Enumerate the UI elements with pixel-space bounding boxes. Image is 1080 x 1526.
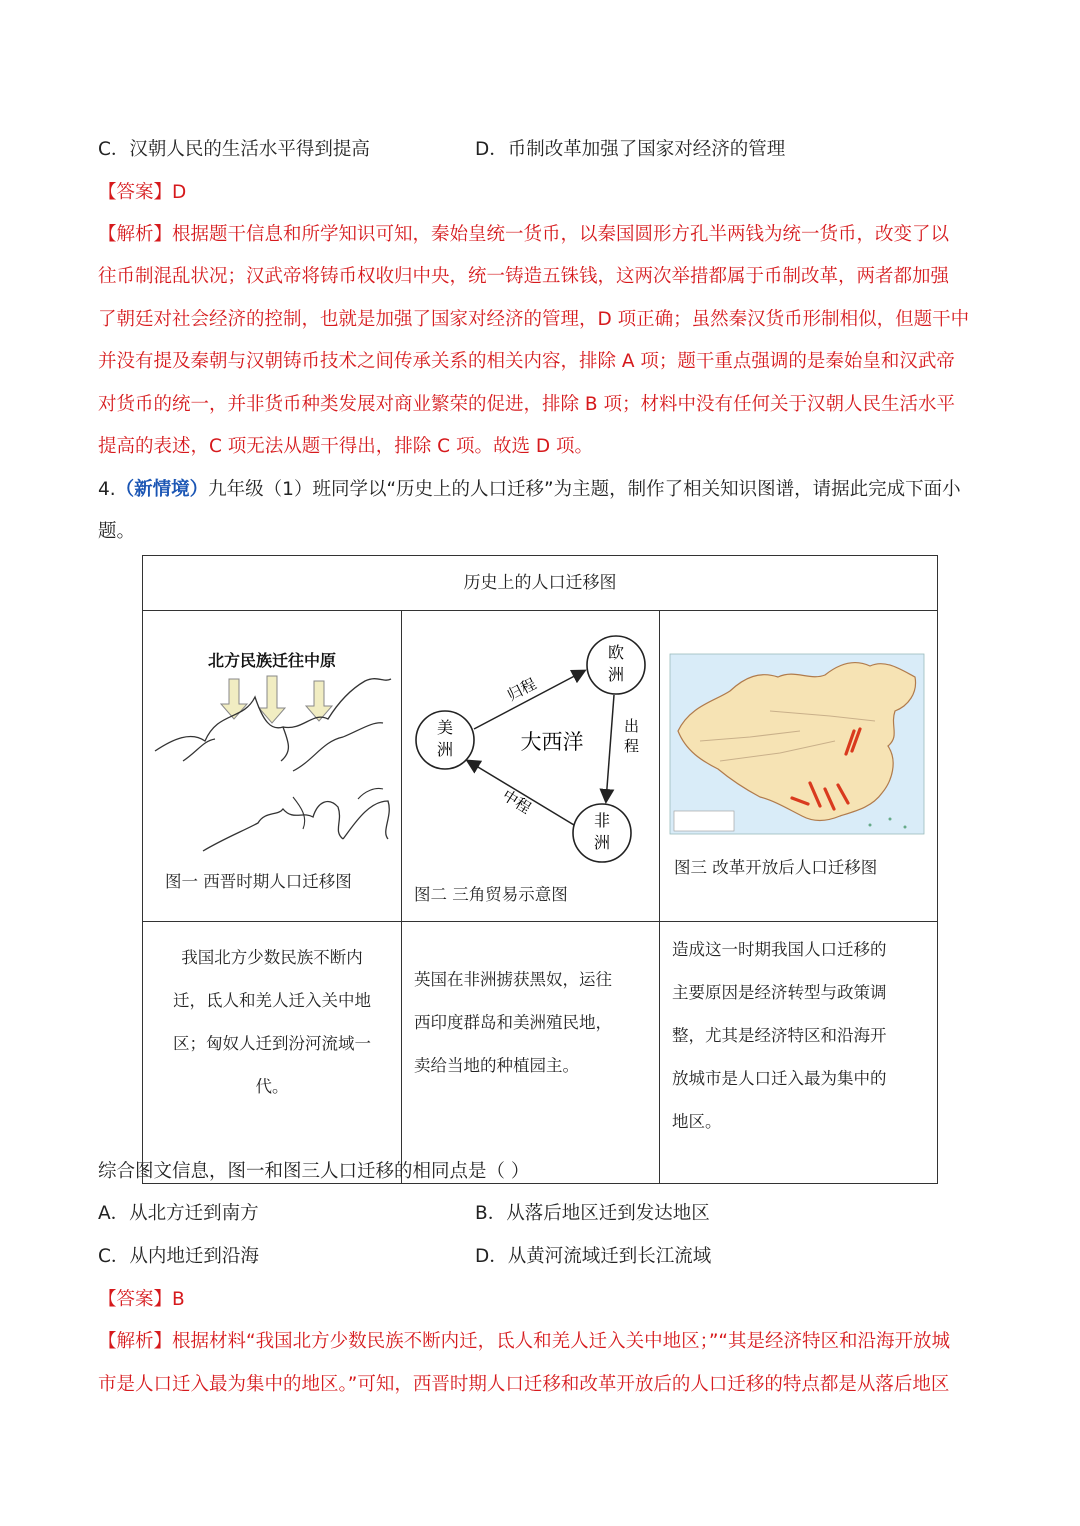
fig3-caption: 图三 改革开放后人口迁移图 bbox=[674, 858, 878, 877]
map-legend bbox=[674, 811, 734, 831]
q4-option-b: B．从落后地区迁到发达地区 bbox=[475, 1203, 710, 1224]
fig1-river bbox=[183, 723, 383, 771]
q4-option-a: A．从北方迁到南方 bbox=[98, 1203, 259, 1224]
table-title: 历史上的人口迁移图 bbox=[143, 556, 938, 611]
fig2-caption: 图二 三角贸易示意图 bbox=[414, 885, 568, 904]
fig1-coast-south bbox=[203, 801, 389, 851]
text1-cell bbox=[143, 922, 402, 1184]
return-leg-label: 归程 bbox=[504, 674, 540, 705]
q4-stem bbox=[98, 478, 961, 502]
q4-analysis-line: 【解析】根据材料“我国北方少数民族不断内迁，氐人和羌人迁入关中地区；”“其是经济特区和沿海开放城 bbox=[98, 1331, 951, 1352]
text3-cell bbox=[660, 922, 938, 1184]
outbound-leg-arrow bbox=[606, 695, 614, 801]
stem-text: 九年级（1）班同学以“历史上的人口迁移”为主题，制作了相关知识图谱，请据此完成下面小 bbox=[208, 479, 961, 500]
q4-option-c: C．从内地迁到沿海 bbox=[98, 1246, 259, 1267]
q4-option-d: D．从黄河流域迁到长江流域 bbox=[475, 1246, 712, 1267]
q3-analysis-line: 提高的表述，C 项无法从题干得出，排除 C 项。故选 D 项。 bbox=[98, 436, 593, 457]
text3-line: 地区。 bbox=[672, 1112, 722, 1131]
answer-value: D bbox=[172, 182, 187, 203]
q3-answer bbox=[98, 181, 186, 205]
text1-line: 迁，氐人和羌人迁入关中地 bbox=[173, 991, 371, 1010]
outbound-leg-label: 出程 bbox=[624, 717, 640, 755]
q3-analysis-line: 往币制混乱状况；汉武帝将铸币权收归中央，统一铸造五铢钱，这两次举措都属于币制改革，两者都加强 bbox=[98, 266, 950, 287]
text3-line: 主要原因是经济转型与政策调 bbox=[672, 983, 887, 1002]
text2-line: 西印度群岛和美洲殖民地， bbox=[414, 1013, 612, 1032]
q4-answer bbox=[98, 1288, 185, 1312]
text2-cell bbox=[402, 922, 660, 1184]
text1-line: 我国北方少数民族不断内 bbox=[181, 948, 363, 967]
answer-label: 【答案】 bbox=[98, 182, 173, 203]
migration-arrow-icon bbox=[306, 681, 332, 721]
q4-analysis-line: 市是人口迁入最为集中的地区。”可知，西晋时期人口迁移和改革开放后的人口迁移的特点都是从落后地区 bbox=[98, 1374, 950, 1395]
text1-line: 区；匈奴人迁到汾河流域一 bbox=[173, 1034, 371, 1053]
text2-line: 卖给当地的种植园主。 bbox=[414, 1056, 579, 1075]
q4-stem-cont: 题。 bbox=[98, 521, 136, 542]
q4-question: 综合图文信息，图一和图三人口迁移的相同点是（ ） bbox=[98, 1161, 530, 1182]
text1-line: 代。 bbox=[255, 1077, 289, 1096]
fig1-caption: 图一 西晋时期人口迁移图 bbox=[165, 872, 352, 891]
middle-leg-label: 中程 bbox=[499, 786, 535, 818]
q3-analysis-line: 【解析】根据题干信息和所学知识可知，秦始皇统一货币，以秦国圆形方孔半两钱为统一货币，改变了以 bbox=[98, 224, 950, 245]
q3-option-c: C．汉朝人民的生活水平得到提高 bbox=[98, 139, 370, 160]
question-number: 4. bbox=[98, 479, 116, 500]
africa-label: 非洲 bbox=[593, 811, 611, 852]
europe-label: 欧洲 bbox=[607, 643, 625, 684]
fig2-cell bbox=[402, 611, 660, 922]
text3-line: 放城市是人口迁入最为集中的 bbox=[672, 1069, 887, 1088]
answer-label: 【答案】 bbox=[98, 1289, 173, 1310]
fig2-diagram bbox=[402, 611, 660, 921]
text3-line: 整，尤其是经济特区和沿海开 bbox=[672, 1026, 887, 1045]
answer-value: B bbox=[172, 1289, 185, 1310]
america-label: 美洲 bbox=[436, 718, 454, 759]
fig1-map-title: 北方民族迁往中原 bbox=[208, 651, 337, 670]
q3-analysis-line: 了朝廷对社会经济的控制，也就是加强了国家对经济的管理，D 项正确；虽然秦汉货币形制相似，但题干中 bbox=[98, 309, 970, 330]
q3-analysis-line: 并没有提及秦朝与汉朝铸币技术之间传承关系的相关内容，排除 A 项；题干重点强调的是秦始皇和汉武帝 bbox=[98, 351, 955, 372]
text3-line: 造成这一时期我国人口迁移的 bbox=[672, 940, 887, 959]
q3-option-d: D．币制改革加强了国家对经济的管理 bbox=[475, 139, 786, 160]
migration-arrow-icon bbox=[221, 679, 247, 719]
fig1-cell bbox=[143, 611, 402, 922]
new-context-tag: （新情境） bbox=[115, 479, 209, 500]
migration-table bbox=[142, 555, 938, 1184]
text2-line: 英国在非洲掳获黑奴，运往 bbox=[414, 970, 612, 989]
q3-analysis-line: 对货币的统一，并非货币种类发展对商业繁荣的促进，排除 B 项；材料中没有任何关于汉朝人民生活水平 bbox=[98, 394, 955, 415]
fig3-cell bbox=[660, 611, 938, 922]
ocean-label: 大西洋 bbox=[520, 730, 584, 754]
